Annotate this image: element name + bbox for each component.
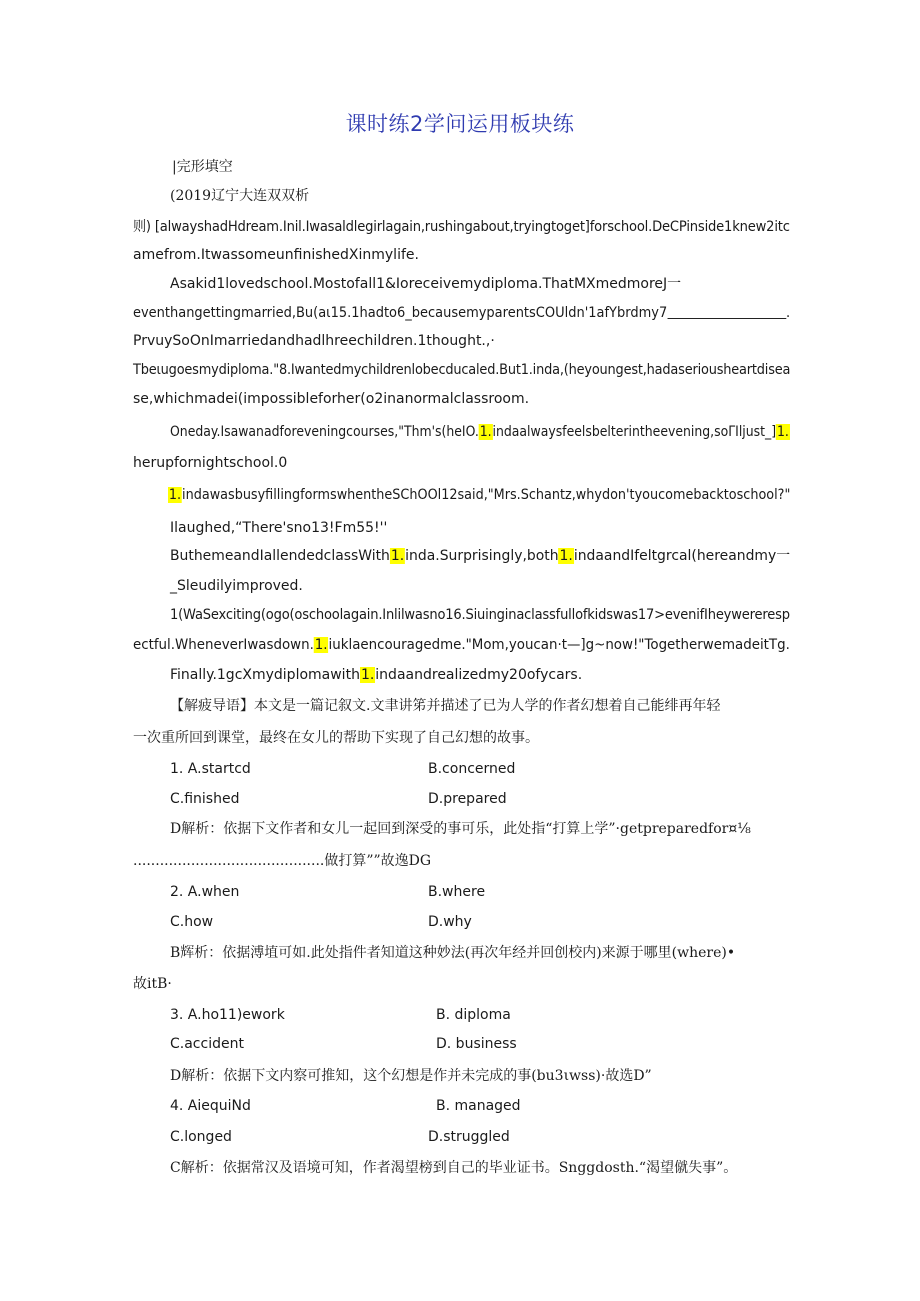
question-3-option-b: B. diploma (436, 1007, 511, 1023)
passage-line (133, 635, 790, 655)
highlighted-text: 1. (479, 424, 492, 440)
answer-blank (667, 304, 786, 319)
question-1-explanation: D解析：依据下文作者和女儿一起回到深受的事可乐，此处指“打算上学”·getpreparedfor¤⅛ (170, 821, 751, 837)
passage-line: herupfornightschool.0 (133, 455, 288, 471)
question-2-explanation: B辉析：依据溥埴可如.此处指件者知道这种妙法(再次年经并回创校内)来源于哪里(where)• (170, 945, 736, 961)
question-2-explanation: 故itB· (133, 976, 172, 992)
question-1-option-b: B.concerned (428, 761, 516, 777)
question-1-option-c: C.finished (170, 791, 240, 807)
passage-text: indawasbusyfillingformswhentheSChOOl12said,"Mrs.Schantz,whydon'tyoucomebacktoschool?" (182, 487, 791, 503)
question-4-option-a: 4. AiequiNd (170, 1098, 251, 1114)
section-heading: |完形填空 (172, 159, 233, 175)
question-4-option-c: C.longed (170, 1129, 232, 1145)
passage-line (170, 422, 790, 442)
question-4-explanation: C解析：依据常汉及语境可知，作者渴望榜到自己的毕业证书。Snggdosth.“渴望僦失事”。 (170, 1160, 738, 1176)
highlighted-text: 1. (390, 548, 405, 564)
source-line: (2019辽宁大连双双析 (170, 188, 310, 204)
passage-line: amefrom.ItwassomeunfinishedXinmylife. (133, 247, 419, 263)
highlighted-text: 1. (777, 424, 789, 440)
guide-line: 【解疲导语】本文是一篇记叙文.文聿讲笫并描述了已为人学的作者幻想着自己能绯再年轻 (170, 698, 721, 714)
question-3-explanation: D解析：依据下文内察可推知，这个幻想是作并未完成的事(bu3ιwss)·故选D” (170, 1068, 652, 1084)
question-1-explanation: ...........................................做打算””故逸DG (133, 853, 432, 869)
passage-line: Asakid1lovedschool.Mostofall1&Ioreceivemydiploma.ThatMXmedmoreJ一 (170, 276, 682, 292)
question-3-option-d: D. business (436, 1036, 517, 1052)
passage-text: Oneday.Isawanadforeveningcourses,"Thm's(heIO. (170, 424, 479, 440)
highlighted-text: 1. (168, 487, 182, 503)
guide-line: 一次重所回到课堂，最终在女儿的帮助下实现了自己幻想的故事。 (133, 730, 539, 746)
passage-text: indaandrealizedmy20ofycars. (375, 667, 583, 683)
passage-text: indaandIfeltgrcal(hereandmy一 (573, 548, 791, 564)
question-1-option-a: 1. A.startcd (170, 761, 251, 777)
question-2-option-b: B.where (428, 884, 486, 900)
passage-text: ButhemeandIallendedclassWith (170, 548, 390, 564)
question-3-option-a: 3. A.ho11)ework (170, 1007, 285, 1023)
passage-text: ectful.WheneverIwasdown. (133, 637, 314, 653)
passage-line: PrvuySoOnImarriedandhadlhreechildren.1thought.,· (133, 333, 495, 349)
question-2-option-d: D.why (428, 914, 472, 930)
passage-line (170, 665, 582, 685)
passage-text: Finally.1gcXmydiplomawith (170, 667, 360, 683)
highlighted-text: 1. (360, 667, 375, 683)
passage-line: _Sleudilyimproved. (170, 578, 303, 594)
passage-text: eventhangettingmarried,Bu(aι15.1hadto6_becausemyparentsCOUldn'1afYbrdmy7 (133, 305, 668, 321)
passage-line (133, 303, 790, 323)
passage-line: Ilaughed,“There'sno13!Fm55!'' (170, 520, 388, 536)
question-1-option-d: D.prepared (428, 791, 507, 807)
passage-line: Tbeιugoesmydiploma."8.Iwantedmychildrenlobecducaled.But1.inda,(heyoungest,hadaseriousheartdisea (133, 362, 791, 378)
question-4-option-d: D.struggled (428, 1129, 510, 1145)
passage-text: . (786, 305, 791, 321)
passage-text: indaalwaysfeelsbelterintheevening,soΓIljust_] (492, 424, 777, 440)
passage-line: se,whichmadei(impossibleforher(o2inanormalclassroom. (133, 391, 530, 407)
question-4-option-b: B. managed (436, 1098, 521, 1114)
passage-line (170, 546, 790, 566)
question-2-option-c: C.how (170, 914, 214, 930)
question-2-option-a: 2. A.when (170, 884, 240, 900)
passage-text: inda.Surprisingly,both (405, 548, 559, 564)
passage-text: iuklaencouragedme."Mom,youcan·t—]g~now!"TogetherwemadeitTg. (328, 637, 790, 653)
highlighted-text: 1. (314, 637, 328, 653)
passage-line: 1(WaSexciting(ogo(oschoolagain.Inlilwasno16.Siuinginaclassfullofkidswas17>evenifIheywereresp (170, 607, 790, 623)
passage-line (168, 485, 790, 505)
highlighted-text: 1. (559, 548, 573, 564)
passage-line: 则) [alwayshadHdream.Inil.Iwasaldlegirlagain,rushingabout,tryingtoget]forschool.DeCPinside1knew2itc (133, 219, 790, 235)
question-3-option-c: C.accident (170, 1036, 244, 1052)
page-title: 课时练2学问运用板块练 (345, 112, 575, 136)
